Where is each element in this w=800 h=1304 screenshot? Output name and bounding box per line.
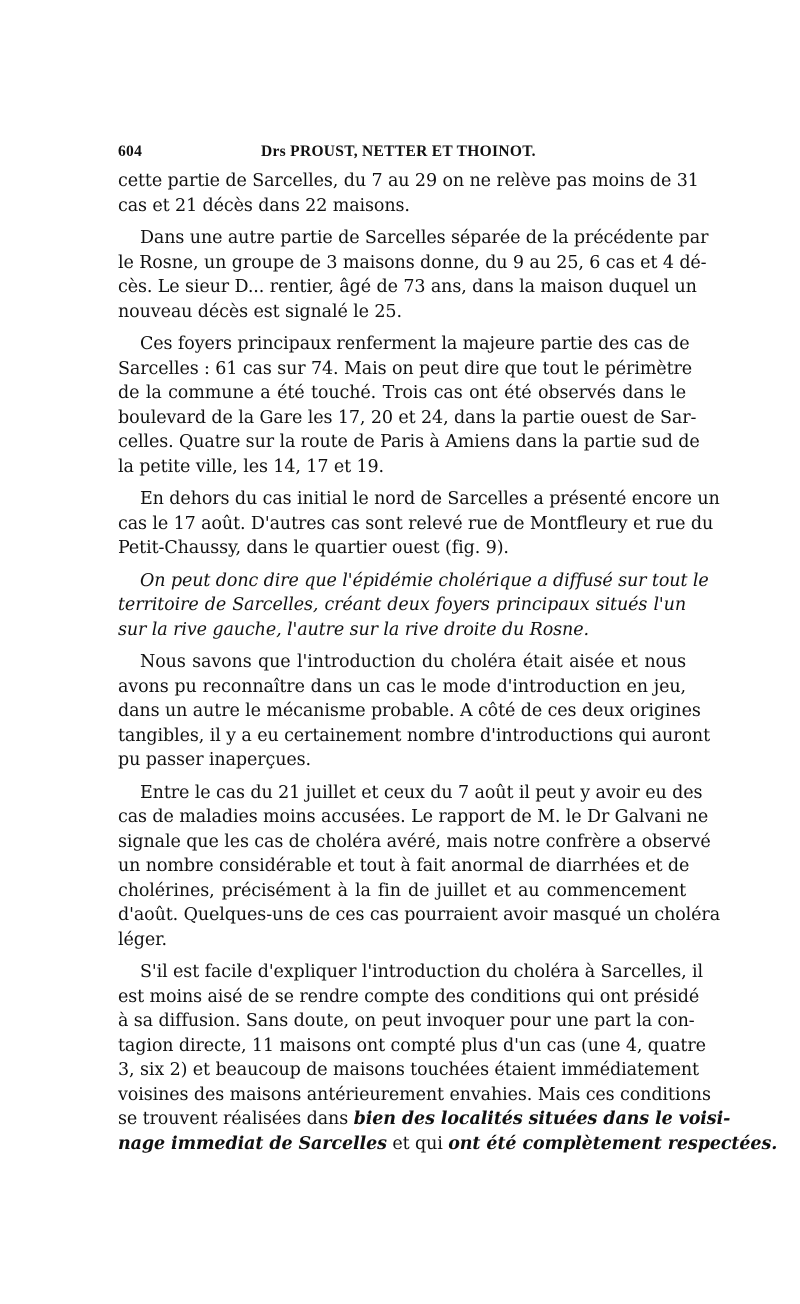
text-line: pu passer inaperçues. [118, 750, 312, 770]
text-line: 3, six 2) et beaucoup de maisons touchées étaient immédiatement [118, 1060, 699, 1080]
text-line: voisines des maisons antérieurement envahies. Mais ces conditions [118, 1084, 711, 1105]
text-line: boulevard de la Gare les 17, 20 et 24, dans la partie ouest de Sar- [118, 407, 697, 428]
text-line: signale que les cas de choléra avéré, mais notre confrère a observé [118, 831, 711, 852]
text-line: Nous savons que l'introduction du choléra était aisée et nous [140, 652, 686, 672]
text-line: On peut donc dire que l'épidémie cholérique a diffusé sur tout le [140, 570, 709, 591]
text-line: cas et 21 décès dans 22 maisons. [118, 195, 410, 216]
text-line: à sa diffusion. Sans doute, on peut invoquer pour une part la con- [118, 1011, 695, 1031]
text-segment: se trouvent réalisées dans [118, 1109, 354, 1129]
text-line: cas le 17 août. D'autres cas sont relevé rue de Montfleury et rue du [118, 513, 714, 534]
text-line: Dans une autre partie de Sarcelles séparée de la précédente par [140, 228, 709, 248]
paragraph-6 [118, 650, 711, 773]
text-line: sur la rive gauche, l'autre sur la rive droite du Rosne. [118, 619, 589, 640]
text-line: cès. Le sieur D... rentier, âgé de 73 ans, dans la maison duquel un [118, 277, 697, 297]
running-header [118, 143, 686, 169]
paragraph-4 [118, 487, 720, 561]
text-line: celles. Quatre sur la route de Paris à Amiens dans la partie sud de [118, 432, 700, 452]
text-line: avons pu reconnaître dans un cas le mode d'introduction en jeu, [118, 676, 686, 697]
text-line: de la commune a été touché. Trois cas ont été observés dans le [118, 383, 686, 403]
body-text [118, 169, 778, 1156]
text-segment: et qui [386, 1133, 449, 1154]
text-segment-emphasis: bien des localités situées dans le voisi- [353, 1109, 731, 1129]
text-line: Entre le cas du 21 juillet et ceux du 7 août il peut y avoir eu des [140, 782, 703, 803]
text-line: Ces foyers principaux renferment la majeure partie des cas de [140, 334, 690, 354]
book-page [118, 143, 778, 1164]
text-line: Petit-Chaussy, dans le quartier ouest (fig. 9). [118, 538, 509, 558]
paragraph-8 [118, 960, 778, 1156]
text-line: Sarcelles : 61 cas sur 74. Mais on peut dire que tout le périmètre [118, 358, 693, 379]
paragraph-2 [118, 226, 709, 324]
paragraph-7 [118, 781, 721, 953]
text-line: cholérines, précisément à la fin de juillet et au commencement [118, 880, 686, 901]
text-line: le Rosne, un groupe de 3 maisons donne, du 9 au 25, 6 cas et 4 dé- [118, 252, 707, 273]
text-line: tagion directe, 11 maisons ont compté plus d'un cas (une 4, quatre [118, 1035, 706, 1056]
text-line: tangibles, il y a eu certainement nombre d'introductions qui auront [118, 725, 711, 746]
paragraph-3 [118, 332, 700, 479]
text-line: cas de maladies moins accusées. Le rapport de M. le Dr Galvani ne [118, 807, 709, 827]
text-line: dans un autre le mécanisme probable. A côté de ces deux origines [118, 701, 701, 721]
text-line: En dehors du cas initial le nord de Sarcelles a présenté encore un [140, 489, 720, 509]
text-line: nouveau décès est signalé le 25. [118, 301, 402, 322]
paragraph-5-conclusion [118, 569, 709, 643]
text-line: d'août. Quelques-uns de ces cas pourraient avoir masqué un choléra [118, 905, 721, 925]
text-line: cette partie de Sarcelles, du 7 au 29 on ne relève pas moins de 31 [118, 171, 699, 191]
running-title: Drs PROUST, NETTER ET THOINOT. [261, 143, 536, 160]
text-line: léger. [118, 929, 167, 950]
text-line: territoire de Sarcelles, créant deux foyers principaux situés l'un [118, 595, 686, 615]
text-line: la petite ville, les 14, 17 et 19. [118, 456, 384, 477]
paragraph-1 [118, 169, 699, 218]
text-segment-emphasis: ont été complètement respectées. [448, 1133, 778, 1154]
text-line-mixed [118, 1132, 778, 1157]
text-line: un nombre considérable et tout à fait anormal de diarrhées et de [118, 856, 690, 876]
text-segment-emphasis: nage immediat de Sarcelles [118, 1133, 387, 1154]
text-line: S'il est facile d'expliquer l'introduction du choléra à Sarcelles, il [140, 962, 704, 982]
page-number: 604 [118, 143, 143, 160]
text-line: est moins aisé de se rendre compte des conditions qui ont présidé [118, 986, 700, 1007]
text-line-mixed [118, 1107, 731, 1132]
